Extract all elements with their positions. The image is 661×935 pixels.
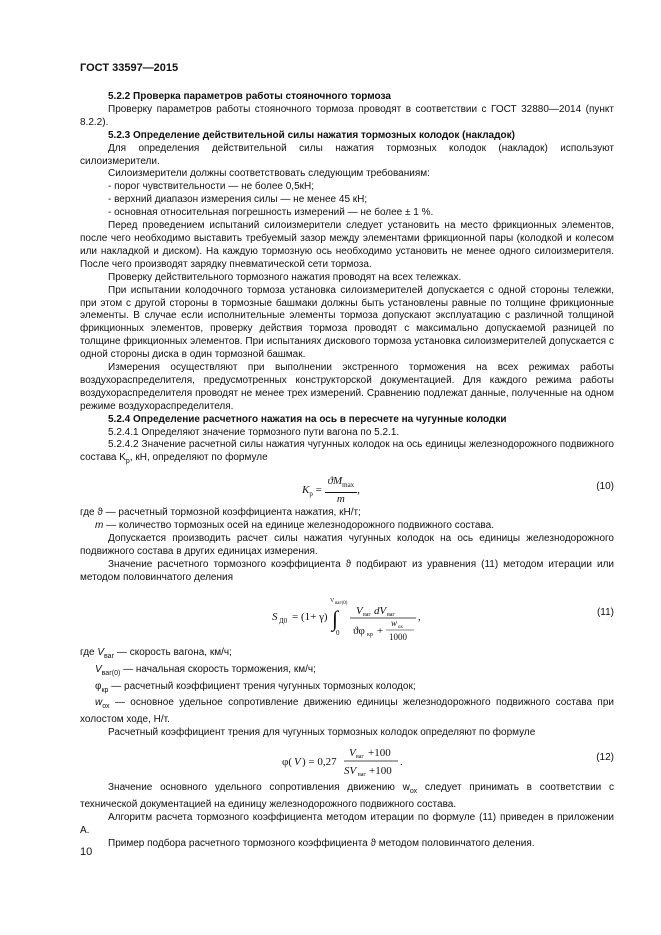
svg-text:ох: ох	[398, 624, 403, 630]
paragraph: Для определения действительной силы нажатия тормозных колодок (накладок) используют силоизмерители.	[80, 142, 614, 167]
definition: где ϑ — расчетный тормозной коэффициента нажатия, кН/т;	[80, 507, 361, 519]
svg-text:dV: dV	[374, 604, 387, 617]
definition: $w_{ох}$ — основное удельное сопротивление движению единицы железнодорожного подвижного состава при холостом ходе, Н/т.	[80, 697, 614, 726]
svg-text:ваг(0): ваг(0)	[335, 600, 348, 606]
svg-text:ваг: ваг	[356, 754, 364, 761]
svg-text:φ(: φ(	[282, 756, 293, 769]
document-body	[80, 91, 614, 851]
paragraph: Значение основного удельного сопротивления движению $w_{ох}$ следует принимать в соответствии с технической документацией на единицу железнодорожного подвижного состава.	[80, 782, 614, 811]
formula-12	[80, 744, 614, 778]
svg-text:Д0: Д0	[279, 616, 288, 625]
svg-text:+100: +100	[368, 747, 391, 760]
paragraph: Измерения осуществляют при выполнении экстренного торможения на всех режимах работы воздухораспределителя, предусмотренных конструкторской документацией. Для каждого режима работы воздухораспределителя проводят не менее трех измерений. Сравнению подлежат данные, полученные на одном режиме воздухораспределителя.	[80, 362, 614, 412]
svg-text:∫: ∫	[332, 605, 339, 631]
paragraph: Силоизмерители должны соответствовать следующим требованиям:	[108, 168, 430, 180]
paragraph: При испытании колодочного тормоза установка силоизмерителей допускается с одной стороны тележки, при этом с другой стороны в тормозные башмаки должны быть установлены равные по толщине фрикционные элементы. В случае если исполнительные элементы тормоза допускают эксплуатацию с различной толщиной фрикционных элементов, проверку действия тормоза проводят с максимально допускаемой разницей по толщине фрикционных элементов. При испытаниях дискового тормоза установка силоизмерителей допускается с одной стороны диска в один тормозной башмак.	[80, 284, 614, 361]
paragraph: Перед проведением испытаний силоизмерители следует установить на место фрикционных элементов, после чего необходимо выставить требуемый зазор между элементами фрикционной пары (колодкой и колесом или накладкой и диском). На каждую тормозную ось необходимо установить не менее одного силоизмерителя. После чего производят зарядку пневматической сети тормоза.	[80, 220, 614, 270]
svg-text:S: S	[272, 610, 278, 623]
formula-number: (12)	[596, 752, 614, 764]
formula-number: (11)	[596, 606, 614, 618]
formula-10-expression: $K_р$ = $\frac{ϑM_{max}}{m}$ ,	[302, 475, 360, 506]
svg-text:ваг: ваг	[358, 772, 366, 779]
page-number: 10	[80, 846, 93, 858]
paragraph: Расчетный коэффициент трения для чугунных тормозных колодок определяют по формуле	[108, 727, 536, 739]
svg-text:,: ,	[418, 610, 421, 623]
svg-text:ваг: ваг	[363, 611, 371, 618]
paragraph: Пример подбора расчетного тормозного коэффициента ϑ методом половинчатого деления.	[108, 837, 535, 849]
definition: $\varphi_{кр}$ — расчетный коэффициент трения чугунных тормозных колодок;	[95, 680, 416, 694]
section-5-2-2-title: 5.2.2 Проверка параметров работы стояночного тормоза	[108, 91, 391, 102]
svg-text:1000: 1000	[389, 631, 407, 642]
section-5-2-4-title: 5.2.4 Определение расчетного нажатия на ось в пересчете на чугунные колодки	[108, 413, 507, 425]
formula-number: (10)	[596, 481, 614, 493]
paragraph: Проверку параметров работы стояночного тормоза проводят в соответствии с ГОСТ 32880—2014 (пункт 8.2.2).	[80, 103, 614, 128]
formula-10	[80, 473, 614, 506]
svg-text:+: +	[377, 624, 384, 637]
definition: где $V_{ваг}$ — скорость вагона, км/ч;	[80, 646, 232, 660]
list-item: - порог чувствительности — не более 0,5кН;	[108, 181, 315, 193]
paragraph: 5.2.4.2 Значение расчетной силы нажатия чугунных колодок на ось единицы железнодорожного подвижного состава $K_р$, кН, определяют по формуле	[80, 439, 614, 466]
svg-text:w: w	[391, 617, 398, 628]
svg-text:+100: +100	[369, 765, 392, 778]
paragraph: Алгоритм расчета тормозного коэффициента методом итерации по формуле (11) приведен в приложении А.	[80, 811, 614, 836]
svg-text:кр: кр	[367, 631, 373, 638]
list-item: - верхний диапазон измерения силы — не менее 45 кН;	[108, 194, 368, 206]
svg-text:.: .	[400, 756, 403, 769]
formula-12-graphic	[80, 744, 614, 778]
svg-text:= (1+ γ): = (1+ γ)	[292, 610, 328, 623]
definition: $V_{ваг(0)}$ — начальная скорость торможения, км/ч;	[95, 663, 316, 677]
svg-text:SV: SV	[344, 765, 357, 778]
formula-11	[80, 589, 614, 643]
svg-text:V: V	[294, 756, 301, 769]
paragraph: 5.2.4.1 Определяют значение тормозного пути вагона по 5.2.1.	[108, 426, 400, 438]
formula-11-graphic	[80, 589, 614, 643]
svg-text:ϑφ: ϑφ	[353, 624, 365, 637]
svg-text:V: V	[356, 604, 363, 617]
list-item: - основная относительная погрешность измерений — не более ± 1 %.	[108, 207, 434, 219]
svg-text:) = 0,27: ) = 0,27	[302, 756, 337, 769]
paragraph: Допускается производить расчет силы нажатия чугунных колодок на ось единицы железнодорожного подвижного состава в других единицах измерения.	[80, 533, 614, 557]
paragraph: Значение расчетного тормозного коэффициента ϑ подбирают из уравнения (11) методом итерации или методом половинчатого деления	[80, 558, 614, 583]
document-header: ГОСТ 33597—2015	[80, 62, 179, 74]
paragraph: Проверку действительного тормозного нажатия проводят на всех тележках.	[108, 271, 462, 283]
svg-text:ваг: ваг	[387, 611, 395, 618]
svg-text:V: V	[349, 747, 356, 760]
svg-text:0: 0	[336, 628, 340, 637]
svg-text:V: V	[330, 597, 335, 604]
definition: m — количество тормозных осей на единице железнодорожного подвижного состава.	[95, 520, 494, 532]
section-5-2-3-title: 5.2.3 Определение действительной силы нажатия тормозных колодок (накладок)	[108, 129, 515, 141]
